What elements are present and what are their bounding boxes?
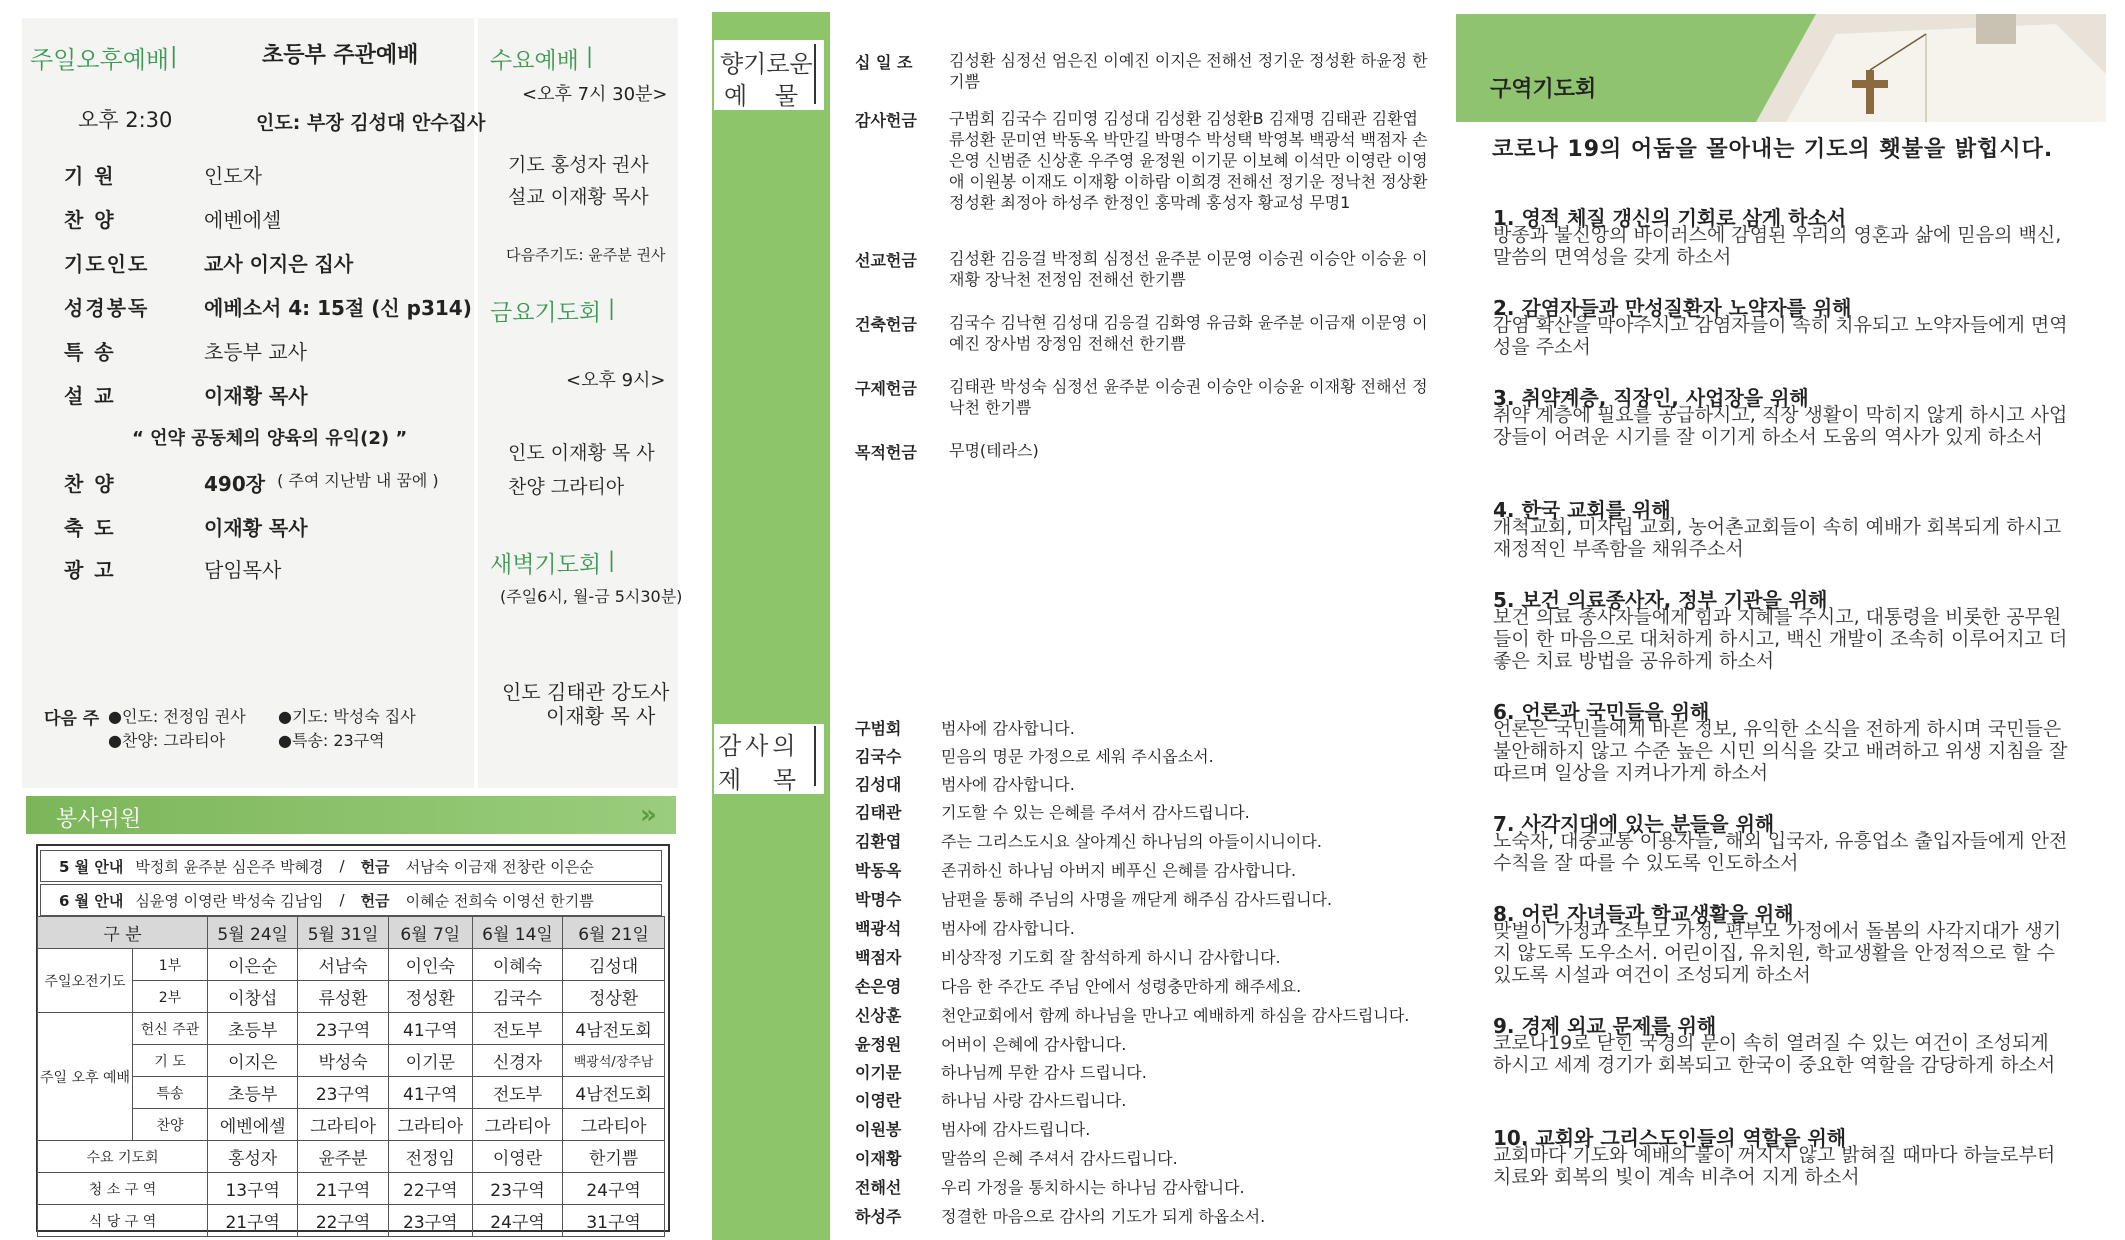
order-row: 성경봉독 에베소서 4: 15절 (신 p314): [64, 296, 472, 320]
thanks-row: 김태관 기도할 수 있는 은혜를 주셔서 감사드립니다.: [855, 803, 1250, 822]
thanks-row: 신상훈 천안교회에서 함께 하나님을 만나고 예배하게 하심을 감사드립니다.: [855, 1006, 1410, 1025]
next-week-item: ●기도: 박성숙 집사: [278, 707, 416, 726]
thanks-row: 이원봉 범사에 감사드립니다.: [855, 1120, 1091, 1139]
prayer-item-body: 맞벌이 가정과 조부모 가정, 편부모 가정에서 돌봄의 사각지대가 생기지 않도록 도우소서. 어린이집, 유치원, 학교생활을 안정적으로 할 수 있도록 시설과 여건이 조성되게 하소서: [1493, 920, 2062, 986]
weekday-worship-panel: [478, 18, 678, 788]
order-row: 광 고 담임목사: [64, 558, 282, 582]
table-row: 특송 초등부 23구역 41구역 전도부 4남전도회: [38, 1077, 665, 1109]
prayer-item-heading: 5. 보건 의료종사자, 정부 기관을 위해: [1493, 588, 1828, 612]
order-row: 기 원 인도자: [64, 164, 262, 188]
thanks-row: 이영란 하나님 사랑 감사드립니다.: [855, 1091, 1127, 1110]
friday-time: <오후 9시>: [566, 370, 666, 391]
bible-cross-picture: [1456, 14, 2106, 122]
wednesday-line: 기도 홍성자 권사: [508, 154, 649, 176]
offering-side-title: 예 물: [724, 82, 808, 110]
order-row: 찬 양 490장 ( 주여 지난밤 내 꿈에 ): [64, 471, 439, 496]
sunday-leader: 인도: 부장 김성대 안수집사: [256, 112, 486, 134]
wednesday-time: <오후 7시 30분>: [522, 84, 668, 105]
offering-row: 십 일 조 김성환 심정선 엄은진 이예진 이지은 전해선 정기운 정성환 하윤정 한기쁨: [855, 51, 1428, 91]
thanks-row: 이기문 하나님께 무한 감사 드립니다.: [855, 1063, 1147, 1082]
thanks-row: 백광석 범사에 감사합니다.: [855, 919, 1075, 938]
thanks-row: 김성대 범사에 감사합니다.: [855, 775, 1075, 794]
table-row: 식 당 구 역 21구역 22구역 23구역 24구역 31구역: [38, 1205, 665, 1237]
prayer-item-body: 취약 계층에 필요를 공급하시고, 직장 생활이 막히지 않게 하시고 사업장들이 어려운 시기를 잘 이기게 하소서 도움의 역사가 있게 하소서: [1493, 404, 2068, 448]
offering-row: 건축헌금 김국수 김낙현 김성대 김응걸 김화영 유금화 윤주분 이금재 이문영 이예진 장사범 장정임 전해선 한기쁨: [855, 313, 1428, 353]
friday-title: 금요기도회: [490, 300, 602, 326]
may-guide-row: 5 월 안내 박정희 윤주분 심은주 박혜경 / 헌금 서남숙 이금재 전창란 이은순: [40, 850, 662, 882]
thanks-row: 박동옥 존귀하신 하나님 아버지 베푸신 은혜를 감사합니다.: [855, 861, 1297, 880]
offering-row: 선교헌금 김성환 김응걸 박정희 심정선 윤주분 이문영 이승권 이승안 이승윤 이재황 장낙천 전정임 전해선 한기쁨: [855, 249, 1428, 289]
order-row: 기도인도 교사 이지은 집사: [64, 252, 354, 276]
dawn-title: 새벽기도회: [490, 552, 602, 578]
friday-line: 찬양 그라티아: [508, 476, 625, 498]
prayer-item-heading: 2. 감염자들과 만성질환자 노약자를 위해: [1493, 296, 1852, 320]
order-row: 찬 양 에벤에셀: [64, 208, 282, 232]
friday-line: 인도 이재황 목 사: [508, 442, 655, 464]
thanks-row: 손은영 다음 한 주간도 주님 안에서 성령충만하게 해주세요.: [855, 977, 1302, 996]
next-week-item: ●인도: 전정임 권사: [108, 707, 246, 726]
wednesday-next: 다음주기도: 윤주분 권사: [506, 246, 666, 264]
june-guide-row: 6 월 안내 심윤영 이영란 박성숙 김남임 / 헌금 이혜순 전희숙 이영선 한기쁨: [40, 884, 662, 916]
prayer-item-heading: 3. 취약계층, 직장인, 사업장을 위해: [1493, 386, 1809, 410]
dawn-line: 인도 김태관 강도사: [502, 680, 670, 704]
prayer-item-heading: 7. 사각지대에 있는 분들을 위해: [1493, 812, 1775, 836]
order-row: 축 도 이재황 목사: [64, 516, 308, 540]
prayer-item-heading: 8. 어린 자녀들과 학교생활을 위해: [1493, 902, 1794, 926]
thanks-row: 김국수 믿음의 명문 가정으로 세워 주시옵소서.: [855, 747, 1214, 766]
prayer-item-body: 교회마다 기도와 예배의 불이 꺼지지 않고 밝혀질 때마다 하늘로부터 치료와 회복의 빛이 계속 비추어 지게 하소서: [1493, 1144, 2056, 1188]
prayer-item-body: 노숙자, 대중교통 이용자들, 해외 입국자, 유흥업소 출입자들에게 안전 수칙을 잘 따를 수 있도록 인도하소서: [1493, 830, 2068, 874]
table-row: 수요 기도회 홍성자 윤주분 전정임 이영란 한기쁨: [38, 1141, 665, 1173]
chevron-right-icon: »: [640, 800, 657, 830]
prayer-item-body: 개척교회, 미자립 교회, 농어촌교회들이 속히 예배가 회복되게 하시고 재정적인 부족함을 채워주소서: [1493, 516, 2062, 560]
prayer-item-body: 감염 확산을 막아주시고 감염자들이 속히 치유되고 노약자들에게 면역성을 주소서: [1493, 314, 2068, 358]
table-row: 주일 오후 예배 헌신 주관 초등부 23구역 41구역 전도부 4남전도회: [38, 1013, 665, 1045]
thanks-side-title: 제 목: [718, 766, 808, 794]
thanks-row: 이재황 말씀의 은혜 주셔서 감사드립니다.: [855, 1149, 1178, 1168]
table-row: 구 분 5월 24일 5월 31일 6월 7일 6월 14일 6월 21일: [38, 917, 665, 949]
prayer-item-heading: 4. 한국 교회를 위해: [1493, 498, 1671, 522]
prayer-item-heading: 6. 언론과 국민들을 위해: [1493, 700, 1710, 724]
wednesday-line: 설교 이재황 목사: [508, 186, 649, 208]
table-row: 청 소 구 역 13구역 21구역 22구역 23구역 24구역: [38, 1173, 665, 1205]
thanks-row: 백점자 비상작정 기도회 잘 참석하게 하시니 감사합니다.: [855, 948, 1281, 967]
thanks-side-title: 감사의: [718, 732, 800, 760]
thanks-row: 하성주 정결한 마음으로 감사의 기도가 되게 하옵소서.: [855, 1207, 1266, 1226]
prayer-headline: 코로나 19의 어둠을 몰아내는 기도의 횃불을 밝힙시다.: [1492, 137, 2054, 162]
thanks-row: 박명수 남편을 통해 주님의 사명을 깨닫게 해주심 감사드립니다.: [855, 890, 1333, 909]
order-row: 설 교 이재황 목사: [64, 384, 308, 408]
sermon-title: “ 언약 공동체의 양육의 유익(2) ”: [132, 428, 408, 449]
title-divider: |: [608, 296, 616, 320]
offering-row: 목적헌금 무명(테라스): [855, 441, 1039, 462]
sunday-time: 오후 2:30: [78, 108, 173, 132]
prayer-item-heading: 10. 교회와 그리스도인들의 역할을 위해: [1493, 1126, 1847, 1150]
thanks-row: 전해선 우리 가정을 통치하시는 하나님 감사합니다.: [855, 1178, 1245, 1197]
table-row: 주일오전기도 1부 이은순 서남숙 이인숙 이혜숙 김성대: [38, 949, 665, 981]
table-row: 2부 이창섭 류성환 정성환 김국수 정상환: [38, 981, 665, 1013]
volunteer-schedule-table: [37, 916, 665, 1237]
prayer-banner: [1456, 14, 2106, 122]
offering-row: 감사헌금 구범회 김국수 김미영 김성대 김성환 김성환B 김재명 김태관 김환엽 류성환 문미연 박동옥 박만길 박명수 박성택 박영복 백광석 백점자 손은영 신범준 신상훈 우주영 윤정원 이기문 이보혜 이석만 이영란 이영애 이원봉 이재도 이재황 이하람 이희경 전해선 정기운 정낙천 정상환 정성환 최정아 하성주 한정인 홍막례 홍성자 황교성 무명1: [855, 109, 1428, 212]
next-week-label: 다음 주: [44, 709, 100, 729]
prayer-item-body: 코로나19로 닫힌 국경의 문이 속히 열려질 수 있는 여건이 조성되게 하시고 세계 경기가 회복되고 한국이 중요한 역할을 감당하게 하소서: [1493, 1032, 2056, 1076]
title-divider: |: [608, 548, 616, 572]
offering-row: 구제헌금 김태관 박성숙 심정선 윤주분 이승권 이승안 이승윤 이재황 전해선 정낙천 한기쁨: [855, 377, 1428, 417]
prayer-title: 구역기도회: [1490, 77, 1597, 102]
thanks-row: 윤정원 어버이 은혜에 감사합니다.: [855, 1035, 1127, 1054]
title-divider: |: [586, 44, 594, 68]
side-divider: [814, 44, 816, 104]
prayer-item-body: 보건 의료 종사자들에게 힘과 지혜를 주시고, 대통령을 비롯한 공무원들이 한 마음으로 대처하게 하시고, 백신 개발이 조속히 이루어지고 더 좋은 치료 방법을 공유하게 하소서: [1493, 606, 2068, 672]
green-side-strip: [712, 12, 830, 1240]
prayer-item-heading: 1. 영적 체질 갱신의 기회로 삼게 하소서: [1493, 206, 1847, 230]
thanks-row: 김환엽 주는 그리스도시요 살아계신 하나님의 아들이시니이다.: [855, 832, 1322, 851]
prayer-item-heading: 9. 경제 외교 문제를 위해: [1493, 1014, 1717, 1038]
table-row: 기 도 이지은 박성숙 이기문 신경자 백광석/장주남: [38, 1045, 665, 1077]
side-divider: [814, 726, 816, 786]
wednesday-title: 수요예배: [490, 48, 579, 74]
offering-side-title: 향기로운: [720, 50, 813, 78]
table-row: 찬양 에벤에셀 그라티아 그라티아 그라티아 그라티아: [38, 1109, 665, 1141]
next-week-item: ●특송: 23구역: [278, 731, 385, 750]
sunday-title: 주일오후예배: [30, 46, 170, 74]
next-week-item: ●찬양: 그라티아: [108, 731, 226, 750]
title-divider: |: [170, 44, 178, 69]
sunday-sub-title: 초등부 주관예배: [262, 43, 419, 68]
dawn-time: (주일6시, 월-금 5시30분): [500, 587, 683, 606]
prayer-item-body: 언론은 국민들에게 바른 정보, 유익한 소식을 전하게 하시며 국민들은 불안해하지 않고 수준 높은 시민 의식을 갖고 배려하고 위생 지침을 잘 따르며 일상을 지켜나가게 하소서: [1493, 718, 2068, 784]
dawn-line: 이재황 목 사: [546, 704, 656, 728]
thanks-row: 구범회 범사에 감사합니다.: [855, 719, 1075, 738]
volunteer-title: 봉사위원: [56, 807, 142, 832]
prayer-item-body: 방종과 불신앙의 바이러스에 감염된 우리의 영혼과 삶에 믿음의 백신, 말씀의 면역성을 갖게 하소서: [1493, 224, 2062, 268]
order-row: 특 송 초등부 교사: [64, 340, 307, 364]
